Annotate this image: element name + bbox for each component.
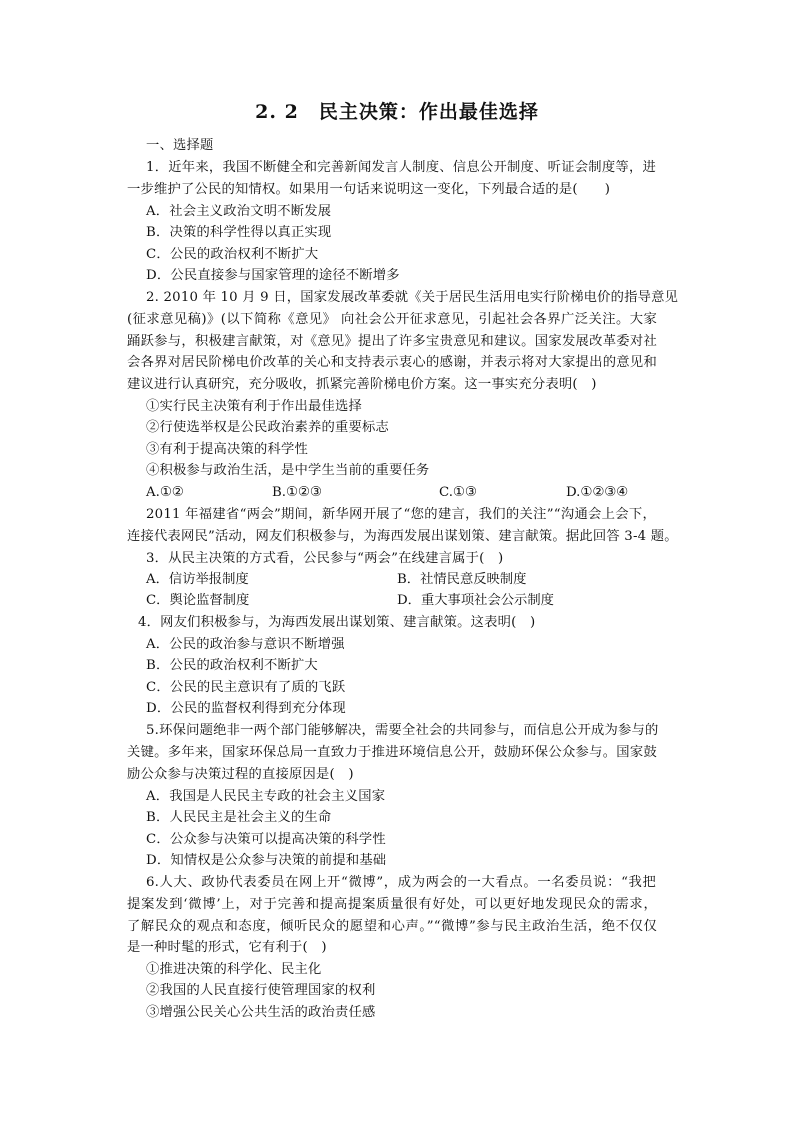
section-heading: 一、选择题 [146,138,214,153]
q5-option-a: A．我国是人民民主专政的社会主义国家 [146,789,386,804]
q4-option-b: B．公民的政治权利不断扩大 [146,658,318,673]
q3-option-a: A．信访举报制度 [146,572,249,587]
q2-option-d: D.①②③④ [566,485,629,500]
material-line-1: 2011 年福建省“两会”期间，新华网开展了“您的建言，我们的关注”“沟通会上会下， [146,507,656,522]
q1-option-b: B．决策的科学性得以真正实现 [146,225,332,240]
q3-option-b: B．社情民意反映制度 [397,572,527,587]
q2-stem-line-2: (征求意见稿)》(以下简称《意见》 向社会公开征求意见，引起社会各界广泛关注。大家 [127,312,657,327]
q4-option-d: D．公民的监督权利得到充分体现 [146,701,346,716]
q2-option-a: A.①② [146,485,184,500]
q2-option-b: B.①②③ [272,485,322,500]
q5-option-d: D．知情权是公众参与决策的前提和基础 [146,853,387,868]
q5-option-c: C．公众参与决策可以提高决策的科学性 [146,832,386,847]
q1-stem-line-1: 1．近年来，我国不断健全和完善新闻发言人制度、信息公开制度、听证会制度等，进 [146,160,656,175]
q2-item-2: ②行使选举权是公民政治素养的重要标志 [146,420,389,435]
q2-stem-line-3: 踊跃参与，积极建言献策，对《意见》提出了许多宝贵意见和建议。国家发展改革委对社 [127,334,657,349]
q6-item-1: ①推进决策的科学化、民主化 [146,962,322,977]
q3-option-d: D．重大事项社会公示制度 [397,593,554,608]
q5-stem-line-1: 5.环保问题绝非一两个部门能够解决，需要全社会的共同参与，而信息公开成为参与的 [146,723,659,738]
q2-stem-line-4: 会各界对居民阶梯电价改革的关心和支持表示衷心的感谢，并表示将对大家提出的意见和 [127,355,657,370]
q2-option-c: C.①③ [439,485,477,500]
q6-stem-line-1: 6.人大、政协代表委员在网上开“微博”，成为两会的一大看点。一名委员说：“我把 [146,875,656,890]
q6-stem-line-4: 是一种时髦的形式，它有利于( ) [127,940,327,955]
q2-item-3: ③有利于提高决策的科学性 [146,442,308,457]
q5-stem-line-2: 关键。多年来，国家环保总局一直致力于推进环境信息公开，鼓励环保公众参与。国家鼓 [127,745,657,760]
q1-stem-line-2: 一步维护了公民的知情权。如果用一句话来说明这一变化，下列最合适的是( ) [127,182,611,197]
q6-stem-line-3: 了解民众的观点和态度，倾听民众的愿望和心声。”“微博”参与民主政治生活，绝不仅仅 [127,919,657,934]
q6-item-3: ③增强公民关心公共生活的政治责任感 [146,1005,376,1020]
q4-stem: 4．网友们积极参与，为海西发展出谋划策、建言献策。这表明( ) [138,615,536,630]
q2-item-1: ①实行民主决策有利于作出最佳选择 [146,399,362,414]
q2-item-4: ④积极参与政治生活，是中学生当前的重要任务 [146,463,430,478]
q1-option-a: A．社会主义政治文明不断发展 [146,204,332,219]
q2-stem-line-5: 建议进行认真研究，充分吸收，抓紧完善阶梯电价方案。这一事实充分表明( ) [127,377,597,392]
page-title: 2. 2 民主决策：作出最佳选择 [255,101,539,123]
q6-item-2: ②我国的人民直接行使管理国家的权利 [146,983,376,998]
q5-option-b: B．人民民主是社会主义的生命 [146,810,332,825]
q4-option-c: C．公民的民主意识有了质的飞跃 [146,680,346,695]
q1-option-d: D．公民直接参与国家管理的途径不断增多 [146,268,400,283]
q2-stem-line-1: 2. 2010 年 10 月 9 日，国家发展改革委就《关于居民生活用电实行阶梯电价的指导意见 [146,290,679,305]
q3-option-c: C．舆论监督制度 [146,593,250,608]
q1-option-c: C．公民的政治权利不断扩大 [146,247,319,262]
q3-stem: 3．从民主决策的方式看，公民参与“两会”在线建言属于( ) [146,551,504,566]
q6-stem-line-2: 提案发到‘微博’上，对于完善和提高提案质量很有好处，可以更好地发现民众的需求， [127,897,657,912]
q4-option-a: A．公民的政治参与意识不断增强 [146,637,345,652]
material-line-2: 连接代表网民”活动，网友们积极参与，为海西发展出谋划策、建言献策。据此回答 3-4 题。 [127,529,678,544]
q5-stem-line-3: 励公众参与决策过程的直接原因是( ) [127,767,354,782]
